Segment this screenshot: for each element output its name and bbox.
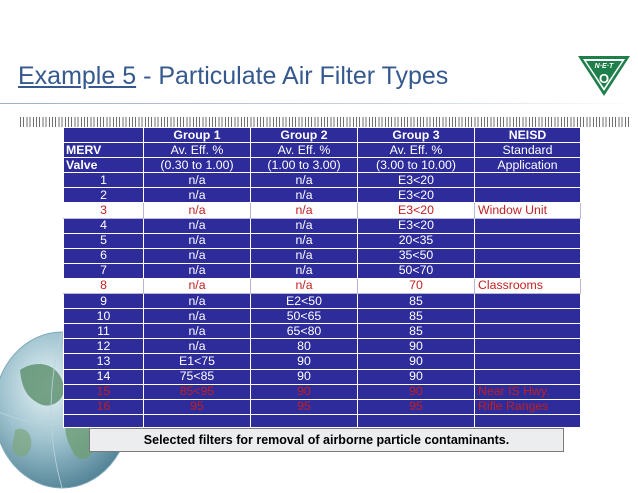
application-cell bbox=[475, 263, 581, 278]
table-caption: Selected filters for removal of airborne particle contaminants. bbox=[89, 428, 564, 452]
logo-letter: O bbox=[598, 71, 610, 86]
header-cell: NEISD bbox=[475, 128, 581, 143]
table-cell: n/a bbox=[251, 203, 358, 218]
application-cell bbox=[475, 369, 581, 384]
table-row bbox=[64, 324, 581, 339]
header-cell: Group 2 bbox=[251, 128, 358, 143]
valve-row bbox=[64, 158, 581, 173]
application-cell bbox=[475, 188, 581, 203]
application-cell: Rifle Ranges bbox=[475, 399, 581, 414]
table-cell: n/a bbox=[144, 188, 251, 203]
merv-cell: 3 bbox=[64, 203, 144, 218]
table-cell: n/a bbox=[251, 218, 358, 233]
table-cell: Application bbox=[475, 158, 581, 173]
table-cell: n/a bbox=[144, 324, 251, 339]
table-row bbox=[64, 263, 581, 278]
table-row bbox=[64, 339, 581, 354]
application-cell bbox=[475, 324, 581, 339]
table-cell: n/a bbox=[144, 173, 251, 188]
merv-cell: 1 bbox=[64, 173, 144, 188]
table-row-red bbox=[64, 384, 581, 399]
merv-cell: 14 bbox=[64, 369, 144, 384]
table-cell: n/a bbox=[251, 278, 358, 293]
application-cell bbox=[475, 218, 581, 233]
table-cell: n/a bbox=[251, 248, 358, 263]
table-cell: 50<70 bbox=[358, 263, 475, 278]
merv-cell: 6 bbox=[64, 248, 144, 263]
merv-cell: 2 bbox=[64, 188, 144, 203]
table-row-empty bbox=[64, 414, 581, 427]
table-cell: 90 bbox=[358, 354, 475, 369]
application-cell: Classrooms bbox=[475, 278, 581, 293]
table-cell: 85 bbox=[358, 324, 475, 339]
title-divider bbox=[0, 103, 638, 104]
table-cell: E3<20 bbox=[358, 188, 475, 203]
table-row-red bbox=[64, 399, 581, 414]
table-cell: Standard bbox=[475, 143, 581, 158]
merv-cell: 5 bbox=[64, 233, 144, 248]
table-cell: 90 bbox=[251, 354, 358, 369]
table-row bbox=[64, 188, 581, 203]
header-cell bbox=[64, 128, 144, 143]
table-row bbox=[64, 309, 581, 324]
table-cell: n/a bbox=[251, 173, 358, 188]
table-row bbox=[64, 233, 581, 248]
header-cell: Group 3 bbox=[358, 128, 475, 143]
title-link[interactable]: Example 5 bbox=[18, 62, 137, 90]
table-cell: E3<20 bbox=[358, 203, 475, 218]
table-cell: 35<50 bbox=[358, 248, 475, 263]
application-cell: Window Unit bbox=[475, 203, 581, 218]
merv-cell: 15 bbox=[64, 384, 144, 399]
merv-cell: 8 bbox=[64, 278, 144, 293]
net-logo-icon bbox=[577, 50, 631, 98]
header-cell: Group 1 bbox=[144, 128, 251, 143]
table-cell: 65<80 bbox=[251, 324, 358, 339]
table-cell: n/a bbox=[144, 218, 251, 233]
merv-cell: 9 bbox=[64, 294, 144, 309]
table-header-row bbox=[64, 128, 581, 143]
table-cell: 80 bbox=[251, 339, 358, 354]
table-cell: 70 bbox=[358, 278, 475, 293]
table-cell: n/a bbox=[144, 278, 251, 293]
table-row bbox=[64, 354, 581, 369]
merv-cell: 12 bbox=[64, 339, 144, 354]
table-cell: (3.00 to 10.00) bbox=[358, 158, 475, 173]
table-cell: n/a bbox=[251, 188, 358, 203]
table-cell: 85<95 bbox=[144, 384, 251, 399]
table-cell: (0.30 to 1.00) bbox=[144, 158, 251, 173]
table-cell: n/a bbox=[144, 294, 251, 309]
table-cell: Av. Eff. % bbox=[144, 143, 251, 158]
table-cell: n/a bbox=[144, 263, 251, 278]
table-cell: E1<75 bbox=[144, 354, 251, 369]
table-cell: n/a bbox=[144, 248, 251, 263]
table-cell: 50<65 bbox=[251, 309, 358, 324]
merv-cell: 10 bbox=[64, 309, 144, 324]
application-cell bbox=[475, 354, 581, 369]
row-label: MERV bbox=[64, 143, 144, 158]
table-cell: 95 bbox=[144, 399, 251, 414]
table-cell: n/a bbox=[144, 309, 251, 324]
table-row bbox=[64, 369, 581, 384]
table-row bbox=[64, 294, 581, 309]
table-cell: 20<35 bbox=[358, 233, 475, 248]
logo-text: N·E·T bbox=[594, 63, 614, 70]
table-cell: n/a bbox=[144, 203, 251, 218]
table-cell: (1.00 to 3.00) bbox=[251, 158, 358, 173]
row-label: Valve bbox=[64, 158, 144, 173]
table-row bbox=[64, 248, 581, 263]
merv-cell: 11 bbox=[64, 324, 144, 339]
application-cell bbox=[475, 233, 581, 248]
table-cell: Av. Eff. % bbox=[251, 143, 358, 158]
table-cell: n/a bbox=[144, 233, 251, 248]
table-cell: 75<85 bbox=[144, 369, 251, 384]
table-cell: 90 bbox=[251, 369, 358, 384]
merv-row bbox=[64, 143, 581, 158]
table-cell: 90 bbox=[358, 384, 475, 399]
table-row bbox=[64, 218, 581, 233]
table-row-highlight bbox=[64, 278, 581, 293]
table-cell: 90 bbox=[251, 384, 358, 399]
table-cell: E3<20 bbox=[358, 173, 475, 188]
merv-cell: 7 bbox=[64, 263, 144, 278]
slide-title bbox=[18, 62, 448, 91]
merv-cell: 16 bbox=[64, 399, 144, 414]
dashed-band bbox=[20, 117, 630, 127]
table-cell: n/a bbox=[251, 263, 358, 278]
table-cell: E3<20 bbox=[358, 218, 475, 233]
table-row-highlight bbox=[64, 203, 581, 218]
merv-cell: 13 bbox=[64, 354, 144, 369]
table-cell: Av. Eff. % bbox=[358, 143, 475, 158]
table-cell: n/a bbox=[251, 233, 358, 248]
table-cell: n/a bbox=[144, 339, 251, 354]
application-cell bbox=[475, 339, 581, 354]
table-cell: 95 bbox=[251, 399, 358, 414]
application-cell bbox=[475, 248, 581, 263]
table-cell: E2<50 bbox=[251, 294, 358, 309]
title-rest: - Particulate Air Filter Types bbox=[136, 62, 449, 90]
table-cell: 95 bbox=[358, 399, 475, 414]
table-cell: 90 bbox=[358, 339, 475, 354]
application-cell: Near IS Hwy. bbox=[475, 384, 581, 399]
merv-cell: 4 bbox=[64, 218, 144, 233]
application-cell bbox=[475, 294, 581, 309]
table-cell: 85 bbox=[358, 294, 475, 309]
table-cell: 85 bbox=[358, 309, 475, 324]
table-cell: 90 bbox=[358, 369, 475, 384]
table-row bbox=[64, 173, 581, 188]
filter-types-table bbox=[63, 127, 581, 428]
application-cell bbox=[475, 309, 581, 324]
application-cell bbox=[475, 173, 581, 188]
